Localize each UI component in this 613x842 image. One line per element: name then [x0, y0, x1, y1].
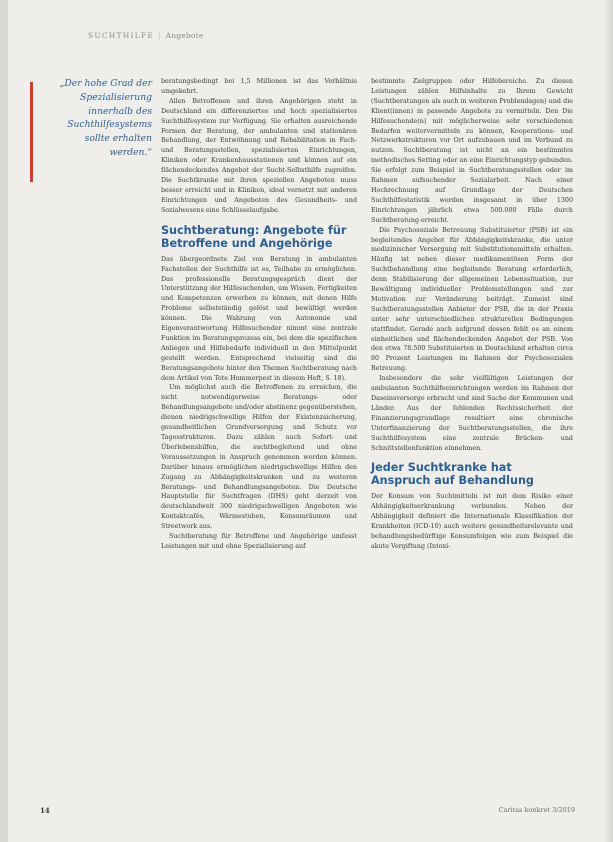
paragraph: Suchtberatung für Betroffene und Angehörige umfasst Leistungen mit und ohne Spezialisierung auf — [161, 533, 357, 550]
header-subsection: Angebote — [165, 31, 204, 40]
pull-quote: „Der hohe Grad der Spezialisierung innerhalb des Suchthilfesystems sollte erhalten werden.“ — [59, 78, 152, 158]
header-separator: | — [157, 31, 162, 40]
paragraph: Die Psychosoziale Betreuung Substituierter (PSB) ist ein begleitendes Angebot für Abhängigkeitskranke, die unter medizinischer Versorgung mit Substitutionsmitteln erhalten. Häufig ist neben dieser medikamentösen Form der Suchtbehandlung eine begleitende Beratung erforderlich, denn Stabilisierung der allgemeinen Lebenssituation, zur Bewältigung individueller Problemstellungen und zur Motivation zur Veränderung beiträgt. Zumeist sind Suchtberatungsstellen Anbieter der PSB, die in der Praxis unter sehr unterschiedlichen strukturellen Bedingungen stattfindet. Gerade auch aufgrund dessen fehlt es an einem einheitlichen und flächendeckenden Angebot der PSB. Von den etwa 78.500 Substituierten in Deutschland erhalten circa 80 Prozent Leistungen im Rahmen der Psychosozialen Betreuung. — [371, 226, 573, 373]
paragraph: bestimmte Zielgruppen oder Hilfebereiche. Zu diesen Leistungen zählen Hilfsinhalte zu Ihrem Gewicht (Suchtberatungen als auch in weiteren Problemlagen) und die Klient(innen) in passende Angebote zu vermitteln. Den Die Hilfesuchende(n) mit möglicherweise sehr verschiedenen Bedarfen weitervermitteln zu können, Kooperations- und Netzwerkstrukturen vor Ort aufzubauen und im Verbund zu nutzen. Suchtberatung ist nicht an ein bestimmtes methodisches Setting oder an eine Einrichtungstyp gebunden. Sie erfolgt zum Beispiel in Suchtberatungsstellen oder im Rahmen aufsuchender Sozialarbeit. Nach einer Hochrechnung auf Grundlage der Deutschen Suchthilfestatistik werden insgesamt in über 1300 Einrichtungen jährlich etwa 500.000 Fälle durch Suchtberatung erreicht. — [371, 78, 573, 224]
running-header — [88, 31, 204, 40]
page-number: 14 — [40, 806, 50, 815]
text-column-right — [371, 77, 573, 552]
page-shadow — [603, 0, 613, 842]
paragraph: Allen Betroffenen und ihren Angehörigen steht in Deutschland ein differenziertes und hoch spezialisiertes Suchthilfesystem zur Verfügung. Sie erhalten ausreichende Formen der Beratung, der ambulanten und stationären Behandlung, der Entwöhnung und Rehabilitation in Fach- und Beratungsstellen, spezialisierten Einrichtungen, Kliniken oder Krankenhausstationen und können auf ein flächendeckendes Angebot der Sucht-Selbsthilfe zugreifen. Die Suchtkranke mit ihren speziellen Angeboten muss besser erreicht und in Kliniken, ideal vernetzt mit anderen Einrichtungen und Angeboten des Gesundheits- und Sozialwesens eine Schlüsselaufgabe. — [161, 97, 357, 214]
journal-name: Caritas konkret 3/2019 — [498, 806, 575, 814]
paragraph: Insbesondere die sehr vielfältigen Leistungen der ambulanten Suchthilfeeinrichtungen werden im Rahmen der Daseinsvorsorge erbracht und sind Sache der Kommunen und Länder. Aus der fehlenden Rechtssicherheit der Finanzierungsgrundlage resultiert eine chronische Unterfinanzierung der Suchtberatungsstellen, die ihre Suchthilfesystem eine zentrale Brücken- und Schnittstellenfunktion einnehmen. — [371, 375, 573, 452]
section-heading: Jeder Suchtkranke hat Anspruch auf Behandlung — [371, 461, 534, 488]
paragraph: Um möglichst auch die Betroffenen zu erreichen, die nicht notwendigerweise Beratungs- oder Behandlungsangebote und/oder abstinenz gegenüberstehen, dienen niedrigschwellige Hilfen der Existenzsicherung, gesundheitlichen Grundversorgung und Schutz vor Tagesstrukturen. Dazu zählen auch Sofort- und Überlebenshilfen, die suchtbegleitend und ohne Voraussetzungen in Anspruch genommen werden können. Darüber hinaus ermöglichen niedrigschwellige Hilfen den Zugang zu Abhängigkeitskranken und zu weiteren Beratungs- und Behandlungsangeboten. Die Deutsche Hauptstelle für Suchtfragen (DHS) geht derzeit von deutschlandweit 300 niedrigschwelligen Angeboten wie Kontaktcafés, Wärmestuben, Konsumräumen und Streetwork aus. — [161, 384, 357, 531]
header-section: SUCHTHILFE — [88, 31, 154, 40]
paragraph: Der Konsum von Suchtmitteln ist mit dem Risiko einer Abhängigkeitserkrankung verbunden. Neben der Abhängigkeit definiert die Internationale Klassifikation der Krankheiten (ICD-10) auch weitere gesundheitsrelevante und behandlungsbedürftige Konsumfolgen wie zum Beispiel die akute Vergiftung (Intoxi- — [371, 493, 573, 550]
paragraph: beratungsbedingt bei 1,5 Millionen ist das Verhältnis umgekehrt. — [161, 78, 357, 95]
page-edge — [0, 0, 8, 842]
section-heading: Suchtberatung: Angebote für Betroffene und Angehörige — [161, 223, 347, 250]
quote-accent-bar — [30, 82, 33, 182]
text-column-left — [161, 77, 357, 552]
paragraph: Das übergeordnete Ziel von Beratung in ambulanten Fachstellen der Suchthilfe ist es, Teilhabe zu ermöglichen. Das professionelle Beratungsgespräch dient der Unterstützung der Hilfesuchenden, um Wissen, Fertigkeiten und Kompetenzen erwerben zu können, mit denen Hilfe Probleme selbstständig gelöst und bewältigt werden können. Die Wahrung von Autonomie und Eigenverantwortung Hilfesuchender nimmt eine zentrale Funktion im Beratungsprozess ein, bei dem die spezifischen Anliegen und Hilfebedarfe individuell in den Mittelpunkt gestellt werden. Entsprechend vielseitig sind die Beratungsangebote hinter den Themen Suchtberatung nach dem Artikel von Tote Hummerpest in diesem Heft, S. 18). — [161, 255, 357, 382]
